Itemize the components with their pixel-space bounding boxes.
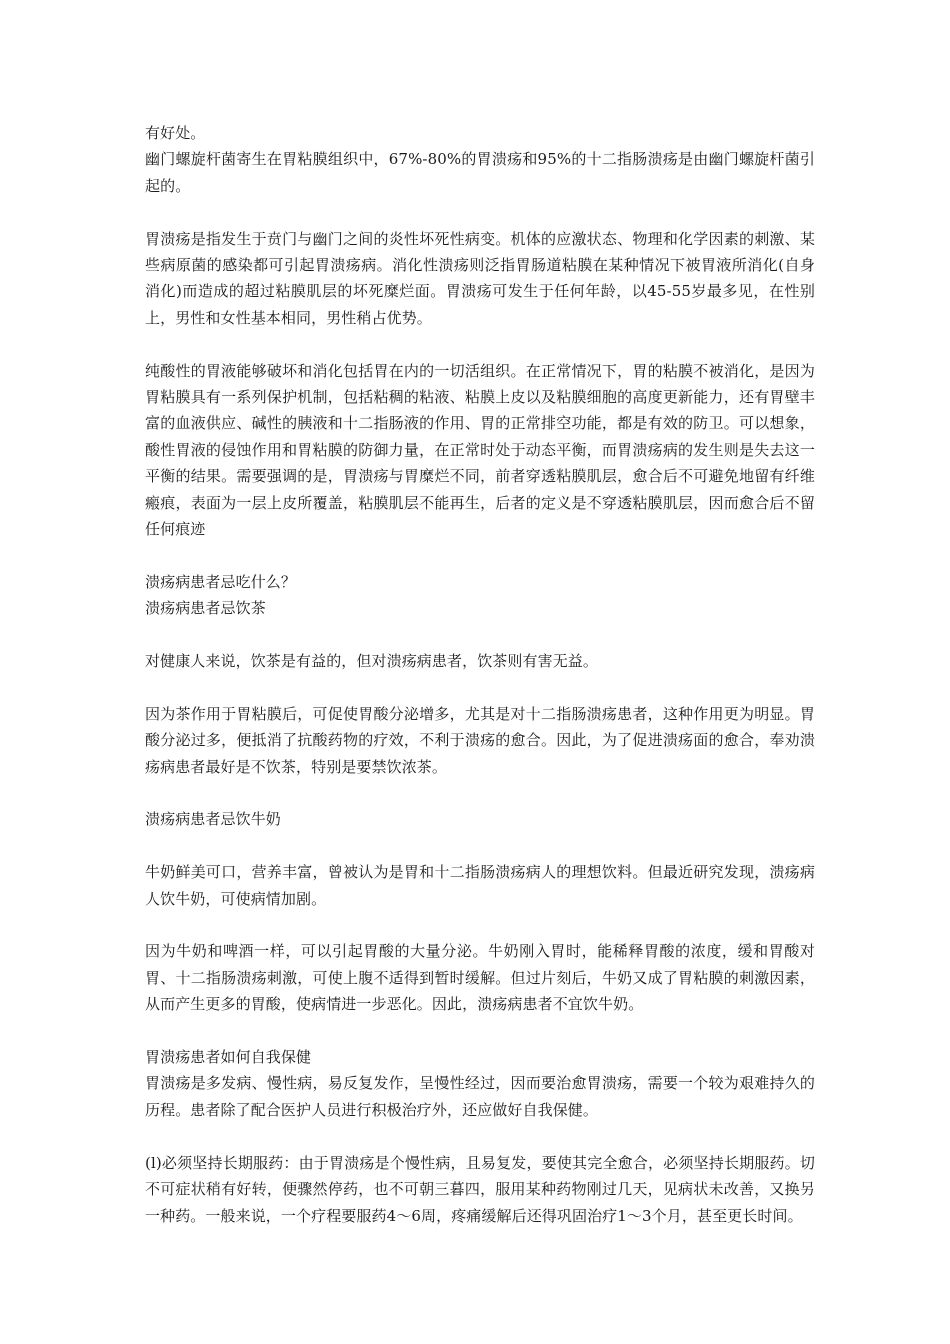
paragraph: 胃溃疡是指发生于贲门与幽门之间的炎性坏死性病变。机体的应激状态、物理和化学因素的刺激、某些病原菌的感染都可引起胃溃疡病。消化性溃疡则泛指胃肠道粘膜在某种情况下被胃液所消化(自身消化)而造成的超过粘膜肌层的坏死糜烂面。胃溃疡可发生于任何年龄，以45-55岁最多见，在性别上，男性和女性基本相同，男性稍占优势。 (145, 229, 815, 327)
paragraph-spacer (145, 833, 815, 859)
paragraph: 溃疡病患者忌吃什么？ (145, 572, 297, 591)
paragraph: 因为茶作用于胃粘膜后，可促使胃酸分泌增多，尤其是对十二指肠溃疡患者，这种作用更为明显。胃酸分泌过多，便抵消了抗酸药物的疗效，不利于溃疡的愈合。因此，为了促进溃疡面的愈合，奉劝溃疡病患者最好是不饮茶，特别是要禁饮浓茶。 (145, 704, 815, 776)
paragraph-spacer (145, 912, 815, 938)
paragraph: 幽门螺旋杆菌寄生在胃粘膜组织中，67%-80%的胃溃疡和95%的十二指肠溃疡是由幽门螺旋杆菌引起的。 (145, 150, 815, 195)
paragraph-spacer (145, 1123, 815, 1149)
paragraph-spacer (145, 674, 815, 700)
paragraph: 胃溃疡是多发病、慢性病，易反复发作，呈慢性经过，因而要治愈胃溃疡，需要一个较为艰难持久的历程。患者除了配合医护人员进行积极治疗外，还应做好自我保健。 (145, 1074, 815, 1119)
paragraph-spacer (145, 1018, 815, 1044)
paragraph: 溃疡病患者忌饮茶 (145, 599, 266, 618)
paragraph-spacer (145, 542, 815, 568)
paragraph-spacer (145, 622, 815, 648)
paragraph: 溃疡病患者忌饮牛奶 (145, 810, 281, 829)
document-body (145, 120, 815, 1229)
paragraph: 因为牛奶和啤酒一样，可以引起胃酸的大量分泌。牛奶刚入胃时，能稀释胃酸的浓度，缓和胃酸对胃、十二指肠溃疡刺激，可使上腹不适得到暂时缓解。但过片刻后，牛奶又成了胃粘膜的刺激因素，从而产生更多的胃酸，使病情进一步恶化。因此，溃疡病患者不宜饮牛奶。 (145, 942, 815, 1014)
paragraph-spacer (145, 331, 815, 357)
paragraph: 胃溃疡患者如何自我保健 (145, 1048, 312, 1067)
paragraph: 有好处。 (145, 124, 206, 142)
paragraph: 纯酸性的胃液能够破坏和消化包括胃在内的一切活组织。在正常情况下，胃的粘膜不被消化，是因为胃粘膜具有一系列保护机制，包括粘稠的粘液、粘膜上皮以及粘膜细胞的高度更新能力，还有胃壁丰富的血液供应、碱性的胰液和十二指肠液的作用、胃的正常排空功能，都是有效的防卫。可以想象，酸性胃液的侵蚀作用和胃粘膜的防御力量，在正常时处于动态平衡，而胃溃疡病的发生则是失去这一平衡的结果。需要强调的是，胃溃疡与胃糜烂不同，前者穿透粘膜肌层，愈合后不可避免地留有纤维瘢痕，表面为一层上皮所覆盖，粘膜肌层不能再生，后者的定义是不穿透粘膜肌层，因而愈合后不留任何痕迹 (145, 361, 815, 539)
paragraph: 对健康人来说，饮茶是有益的，但对溃疡病患者，饮茶则有害无益。 (145, 652, 599, 671)
paragraph-spacer (145, 199, 815, 225)
paragraph: 牛奶鲜美可口，营养丰富，曾被认为是胃和十二指肠溃疡病人的理想饮料。但最近研究发现，溃疡病人饮牛奶，可使病情加剧。 (145, 863, 815, 908)
paragraph-spacer (145, 780, 815, 806)
paragraph: (l)必须坚持长期服药：由于胃溃疡是个慢性病，且易复发，要使其完全愈合，必须坚持长期服药。切不可症状稍有好转，便骤然停药，也不可朝三暮四，服用某种药物刚过几天，见病状未改善，又换另一种药。一般来说，一个疗程要服药4～6周，疼痛缓解后还得巩固治疗1～3个月，甚至更长时间。 (145, 1153, 815, 1225)
